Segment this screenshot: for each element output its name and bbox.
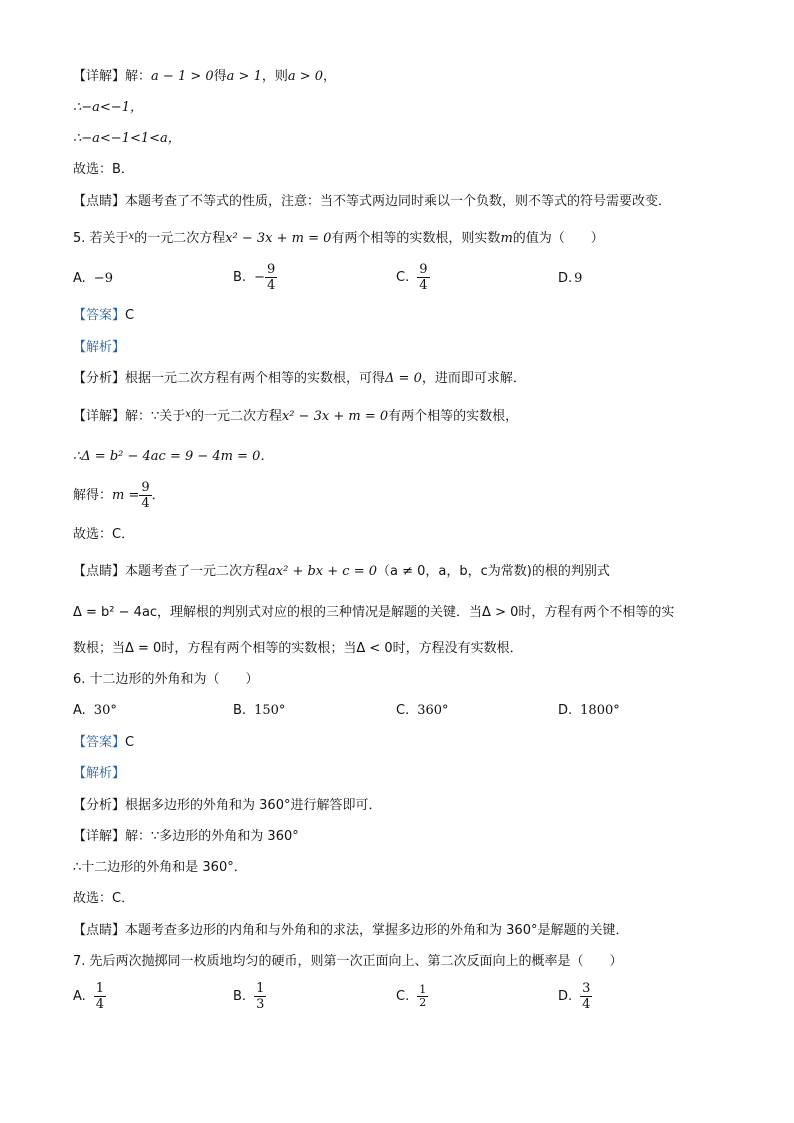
q5-option-c[interactable] xyxy=(396,262,430,293)
option-label: D. xyxy=(558,989,573,1004)
q5-option-a[interactable] xyxy=(73,271,113,286)
text: 的一元二次方程 xyxy=(134,231,226,246)
fenxi-tag: 【分析】 xyxy=(73,371,126,386)
option-label: C. xyxy=(396,703,410,718)
option-fraction xyxy=(265,262,277,293)
numerator: 9 xyxy=(266,262,276,277)
text: 得 xyxy=(213,69,227,84)
q5-analysis-tag: 【解析】 xyxy=(73,340,126,355)
option-fraction xyxy=(417,262,429,293)
option-label: D. xyxy=(558,703,573,718)
q5-solve xyxy=(73,480,165,511)
q5-option-d[interactable] xyxy=(558,271,582,286)
q4-choose: 故选：B． xyxy=(73,162,134,177)
math: a > 0 xyxy=(287,69,324,84)
option-label: B. xyxy=(233,989,247,1004)
q6-choose: 故选：C． xyxy=(73,891,135,906)
option-label: C. xyxy=(396,989,410,1004)
comment-tag: 【点睛】 xyxy=(73,923,126,938)
text: 根据多边形的外角和为 360°进行解答即可． xyxy=(125,798,382,813)
numerator: 1 xyxy=(256,981,265,996)
answer-tag: 【答案】 xyxy=(73,735,126,750)
text: 本题考查多边形的内角和与外角和的求法，掌握多边形的外角和为 360°是解题的关键． xyxy=(125,923,629,938)
option-value: 30° xyxy=(93,703,117,718)
q6-analysis-tag: 【解析】 xyxy=(73,766,126,781)
detail-tag: 【详解】 xyxy=(73,69,126,84)
numerator: 9 xyxy=(141,480,150,495)
denominator: 4 xyxy=(582,997,591,1012)
q7-option-c[interactable] xyxy=(396,984,428,1009)
denominator: 3 xyxy=(256,997,265,1012)
comment-tag: 【点睛】 xyxy=(73,194,126,209)
math: ax² + bx + c = 0 xyxy=(268,564,378,579)
q7-option-b[interactable] xyxy=(233,981,266,1012)
option-value: 1800° xyxy=(580,703,620,718)
text: 解：∵多边形的外角和为 360° xyxy=(125,829,299,844)
text: 有两个相等的实数根， xyxy=(388,409,519,424)
option-fraction xyxy=(94,981,106,1012)
option-value: 150° xyxy=(254,703,286,718)
math: a − 1 > 0 xyxy=(151,69,214,84)
denominator: 4 xyxy=(266,278,276,293)
denominator: 4 xyxy=(95,997,105,1012)
numerator: 3 xyxy=(582,981,591,996)
text: （a ≠ 0，a，b，c为常数)的根的判别式 xyxy=(377,564,610,579)
q5-answer xyxy=(73,307,134,325)
solve-fraction xyxy=(139,480,151,511)
option-value: 9 xyxy=(574,271,583,286)
q5-option-b[interactable] xyxy=(233,262,277,293)
math: x² − 3x + m = 0 xyxy=(225,231,332,246)
q7-stem: 7. 先后两次抛掷同一枚质地均匀的硬币，则第一次正面向上、第二次反面向上的概率是（ ） xyxy=(73,954,623,969)
text: 本题考查了一元二次方程 xyxy=(125,564,269,579)
math: ∴−a<−1<1<a， xyxy=(73,131,181,146)
q4-detail-line xyxy=(73,68,336,86)
text: ． xyxy=(151,488,165,503)
option-label: C. xyxy=(396,270,410,285)
math: x xyxy=(128,231,135,242)
q5-comment-line2: Δ = b² − 4ac，理解根的判别式对应的根的三种情况是解题的关键．当Δ > 0时，方程有两个不相等的实 xyxy=(73,605,675,620)
text: ，则 xyxy=(261,69,288,84)
q5-fenxi xyxy=(73,370,526,388)
option-label: A. xyxy=(73,989,86,1004)
answer-value: C xyxy=(125,735,135,750)
comment-text: 本题考查了不等式的性质，注意：当不等式两边同时乘以一个负数，则不等式的符号需要改变． xyxy=(125,194,672,209)
numerator: 1 xyxy=(419,983,427,996)
q5-comment-line3: 数根；当Δ = 0时，方程有两个相等的实数根；当Δ < 0时，方程没有实数根． xyxy=(73,641,523,656)
option-fraction xyxy=(254,981,266,1012)
text: ，进而即可求解． xyxy=(421,371,526,386)
comment-tag: 【点睛】 xyxy=(73,564,126,579)
text: 根据一元二次方程有两个相等的实数根，可得 xyxy=(125,371,386,386)
q4-line3 xyxy=(73,130,181,148)
q6-fenxi xyxy=(73,797,381,815)
denominator: 4 xyxy=(141,496,150,511)
q6-option-d[interactable] xyxy=(558,703,620,718)
text: 5. 若关于 xyxy=(73,231,129,246)
denominator: 2 xyxy=(419,996,427,1009)
math: ∴Δ = b² − 4ac = 9 − 4m = 0． xyxy=(73,449,274,464)
q4-comment xyxy=(73,193,671,211)
text: 的一元二次方程 xyxy=(190,409,282,424)
text: 解得： xyxy=(73,488,113,503)
text: 有两个相等的实数根，则实数 xyxy=(331,231,501,246)
q5-delta-line xyxy=(73,448,273,466)
q5-comment-line1 xyxy=(73,563,610,581)
q6-detail xyxy=(73,828,299,846)
detail-tag: 【详解】 xyxy=(73,409,126,424)
math: ∴−a<−1， xyxy=(73,100,143,115)
option-label: A. xyxy=(73,271,86,286)
fenxi-tag: 【分析】 xyxy=(73,798,126,813)
q5-choose: 故选：C． xyxy=(73,527,135,542)
answer-tag: 【答案】 xyxy=(73,308,126,323)
option-label: A. xyxy=(73,703,86,718)
q7-option-a[interactable] xyxy=(73,981,106,1012)
math: a > 1 xyxy=(226,69,262,84)
text: 解： xyxy=(125,69,152,84)
text: 解：∵关于 xyxy=(125,409,186,424)
q6-option-c[interactable] xyxy=(396,703,449,718)
math: x² − 3x + m = 0 xyxy=(281,409,389,424)
numerator: 1 xyxy=(95,981,105,996)
q6-stem: 6. 十二边形的外角和为（ ） xyxy=(73,672,259,687)
q7-option-d[interactable] xyxy=(558,981,592,1012)
option-fraction xyxy=(417,984,428,1009)
option-fraction xyxy=(580,981,592,1012)
q4-line2 xyxy=(73,99,143,117)
option-label: B. xyxy=(233,270,247,285)
detail-tag: 【详解】 xyxy=(73,829,126,844)
answer-value: C xyxy=(125,308,135,323)
option-sign: − xyxy=(254,270,265,285)
q5-detail xyxy=(73,406,518,426)
math: m = xyxy=(112,488,140,503)
text: 的值为（ ） xyxy=(512,231,604,246)
math: Δ = 0 xyxy=(385,371,422,386)
math: m xyxy=(500,231,513,246)
option-label: B. xyxy=(233,703,247,718)
q6-answer xyxy=(73,734,134,752)
q6-option-b[interactable] xyxy=(233,703,285,718)
q6-detail2: ∴十二边形的外角和是 360°． xyxy=(73,860,247,875)
text: ， xyxy=(323,69,337,84)
q6-option-a[interactable] xyxy=(73,703,117,718)
q5-stem xyxy=(73,228,604,248)
numerator: 9 xyxy=(419,262,428,277)
denominator: 4 xyxy=(419,278,428,293)
math: x xyxy=(185,409,191,420)
option-value: −9 xyxy=(93,271,113,286)
option-label: D. xyxy=(558,271,573,286)
option-value: 360° xyxy=(417,703,449,718)
q6-comment xyxy=(73,922,628,940)
